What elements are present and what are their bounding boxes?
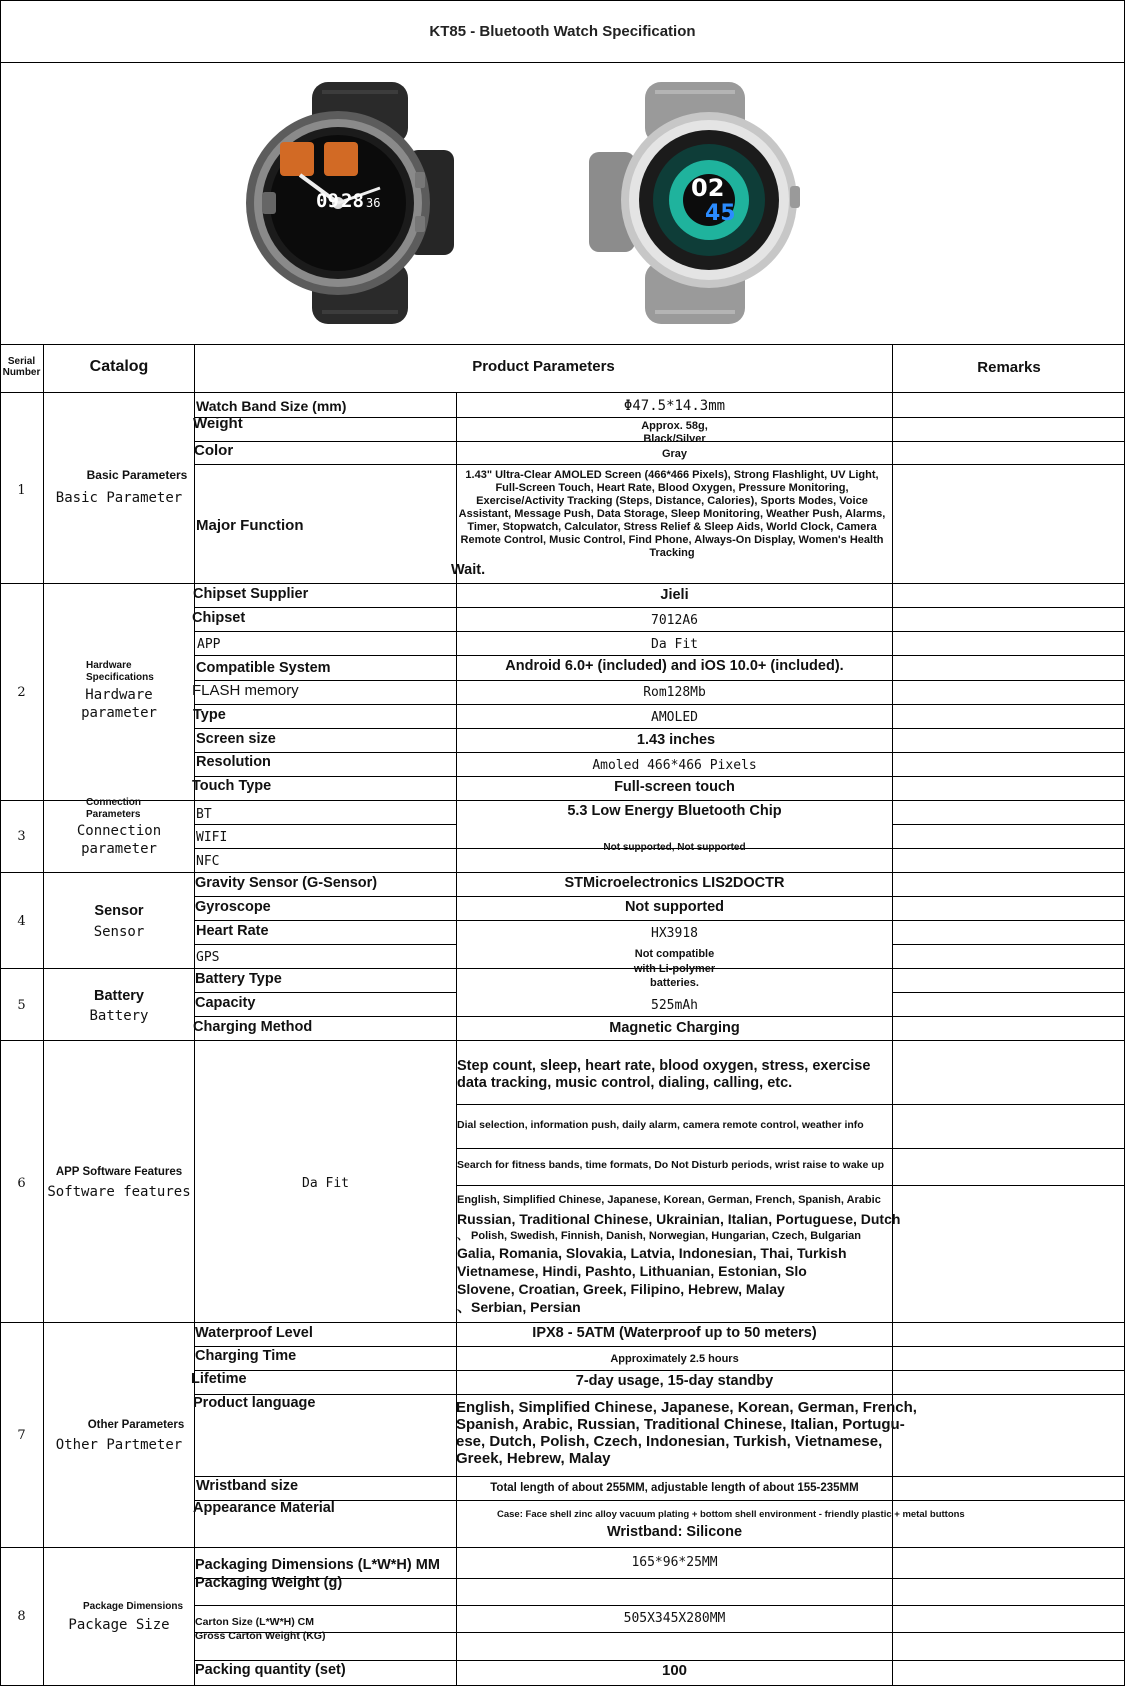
label-charging-time: Charging Time [195, 1348, 297, 1364]
label-lifetime: Lifetime [191, 1371, 247, 1387]
label-flash-memory: FLASH memory [192, 682, 299, 699]
value-lifetime: 7-day usage, 15-day standby [575, 1373, 774, 1389]
category-1-title: Basic Parameters [86, 468, 188, 482]
header-product-parameters: Product Parameters [472, 358, 615, 375]
label-chipset-supplier: Chipset Supplier [193, 586, 309, 602]
value-resolution: Amoled 466*466 Pixels [592, 758, 757, 773]
value-appearance-wristband: Wristband: Silicone [606, 1524, 743, 1540]
label-resolution: Resolution [196, 754, 271, 770]
serial-4: 4 [17, 914, 26, 929]
value-screen-size: 1.43 inches [636, 732, 716, 748]
value-battery-type: with Li-polymer batteries. [633, 963, 716, 989]
watch-gray-hour: 02 [691, 174, 725, 202]
category-7-sub: Other Partmeter [55, 1437, 183, 1453]
value-software-f2: Dial selection, information push, daily alarm, camera remote control, weather info [457, 1119, 864, 1131]
label-software: Da Fit [302, 1176, 349, 1191]
label-color: Color [194, 442, 234, 459]
category-4-title: Sensor [94, 903, 144, 919]
watch-black-image [240, 80, 460, 325]
header-catalog: Catalog [89, 358, 149, 375]
value-color-2: Gray [661, 448, 688, 460]
label-bt: BT [196, 807, 212, 822]
label-waterproof: Waterproof Level [195, 1325, 313, 1341]
value-gps: Not compatible [634, 948, 715, 960]
value-product-language-4: Greek, Hebrew, Malay [456, 1450, 611, 1467]
label-carton-size: Carton Size (L*W*H) CM [195, 1616, 314, 1628]
label-compatible-system: Compatible System [196, 660, 331, 676]
value-appearance-case: Case: Face shell zinc alloy vacuum plating + bottom shell environment - friendly plastic + metal buttons [497, 1509, 965, 1520]
label-wifi: WIFI [196, 830, 228, 845]
label-gps: GPS [196, 950, 220, 965]
value-packing-quantity: 100 [661, 1662, 688, 1679]
label-screen-size: Screen size [196, 731, 276, 747]
label-weight: Weight [193, 415, 243, 432]
serial-2: 2 [17, 685, 26, 700]
value-weight: Approx. 58g, [641, 420, 708, 432]
label-major-function: Major Function [196, 517, 304, 534]
value-flash-memory: Rom128Mb [643, 685, 706, 700]
value-g-sensor: STMicroelectronics LIS2DOCTR [564, 875, 785, 891]
value-packaging-dimensions: 165*96*25MM [631, 1555, 718, 1570]
value-charging-method: Magnetic Charging [609, 1020, 740, 1036]
value-product-language-3: ese, Dutch, Polish, Czech, Indonesian, Turkish, Vietnamese, [456, 1433, 883, 1450]
value-software-lang4: Galia, Romania, Slovakia, Latvia, Indonesian, Thai, Turkish [457, 1245, 847, 1261]
watch-gray-image [585, 80, 805, 325]
category-6-sub: Software features [47, 1184, 191, 1200]
label-band-size: Watch Band Size (mm) [196, 398, 347, 414]
label-packaging-dimensions: Packaging Dimensions (L*W*H) MM [195, 1557, 440, 1573]
label-nfc: NFC [196, 854, 220, 869]
category-7-title: Other Parameters [87, 1419, 185, 1431]
label-heart-rate: Heart Rate [196, 923, 269, 939]
label-packing-quantity: Packing quantity (set) [195, 1662, 346, 1678]
value-major-function: 1.43" Ultra-Clear AMOLED Screen (466*466 Pixels), Strong Flashlight, UV Light, Full-Screen Touch, Heart Rate, Blood Oxygen, Pressure Monitoring, Exercise/Activity Tracking (Steps, Distance, Calories), Sports Modes, Voice Assistant, Message Push, Data Storage, Sleep Monitoring, Weather Push, Alarms, Timer, Stopwatch, Calculator, Stress Relief & Sleep Aids, World Clock, Camera Remote Control, Music Control, Find Phone, Always-On Display, Women's Health Tracking [458, 469, 886, 559]
label-touch-type: Touch Type [192, 778, 272, 794]
header-serial: Serial Number [2, 356, 41, 378]
serial-6: 6 [17, 1176, 26, 1191]
watch-black-hour: 09 [316, 190, 339, 212]
value-bt: 5.3 Low Energy Bluetooth Chip [567, 803, 782, 819]
category-1-sub: Basic Parameter [55, 490, 183, 506]
value-software-lang6: Slovene, Croatian, Greek, Filipino, Hebrew, Malay [457, 1281, 785, 1297]
value-software-lang7: 、Serbian, Persian [457, 1299, 581, 1315]
value-product-language-2: Spanish, Arabic, Russian, Traditional Chinese, Italian, Portugu- [456, 1416, 905, 1433]
serial-7: 7 [17, 1428, 26, 1443]
value-major-function-extra: Wait. [451, 562, 486, 578]
label-type: Type [193, 707, 226, 723]
serial-1: 1 [17, 483, 26, 498]
value-touch-type: Full-screen touch [614, 779, 735, 795]
value-wifi: Not supported, Not supported [603, 842, 746, 853]
value-software-f1: Step count, sleep, heart rate, blood oxygen, stress, exercise data tracking, music control, dialing, calling, etc. [457, 1058, 871, 1091]
label-capacity: Capacity [195, 995, 256, 1011]
category-8-sub: Package Size [68, 1617, 170, 1633]
category-8-title: Package Dimensions [82, 1601, 184, 1612]
value-charging-time: Approximately 2.5 hours [610, 1353, 739, 1365]
value-software-lang3: 、 Polish, Swedish, Finnish, Danish, Norwegian, Hungarian, Czech, Bulgarian [457, 1230, 862, 1242]
category-6-title: APP Software Features [55, 1166, 183, 1178]
label-charging-method: Charging Method [193, 1019, 313, 1035]
value-waterproof: IPX8 - 5ATM (Waterproof up to 50 meters) [532, 1325, 817, 1341]
category-2-title: Hardware Specifications [86, 660, 154, 683]
value-chipset: 7012A6 [651, 613, 698, 628]
watch-gray-minute: 45 [705, 201, 736, 226]
category-2-sub: Hardware parameter [81, 687, 157, 721]
category-5-sub: Battery [89, 1008, 149, 1024]
label-app: APP [197, 637, 221, 652]
category-3-sub: Connection parameter [76, 823, 162, 857]
category-3-title: Connection Parameters [86, 797, 141, 820]
value-product-language-1: English, Simplified Chinese, Japanese, Korean, German, French, [456, 1399, 917, 1416]
serial-5: 5 [17, 998, 26, 1013]
value-software-lang5: Vietnamese, Hindi, Pashto, Lithuanian, Estonian, Slo [457, 1263, 807, 1279]
label-gross-carton-weight: Gross Carton Weight (KG) [195, 1630, 326, 1642]
label-battery-type: Battery Type [195, 971, 282, 987]
label-appearance-material: Appearance Material [193, 1500, 335, 1516]
page-title: KT85 - Bluetooth Watch Specification [429, 23, 696, 40]
value-wristband-size: Total length of about 255MM, adjustable length of about 155-235MM [490, 1482, 859, 1494]
value-color-1: Black/Silver [643, 433, 706, 445]
label-packaging-weight: Packaging Weight (g) [195, 1575, 343, 1591]
value-app: Da Fit [651, 637, 698, 652]
value-gyroscope: Not supported [624, 899, 725, 915]
label-chipset: Chipset [192, 610, 246, 626]
value-type: AMOLED [651, 710, 698, 725]
header-remarks: Remarks [977, 359, 1041, 376]
value-software-lang2: Russian, Traditional Chinese, Ukrainian, Italian, Portuguese, Dutch [457, 1211, 901, 1227]
value-software-lang1: English, Simplified Chinese, Japanese, Korean, German, French, Spanish, Arabic [457, 1194, 881, 1206]
serial-3: 3 [17, 829, 26, 844]
category-4-sub: Sensor [93, 924, 145, 940]
value-compatible-system: Android 6.0+ (included) and iOS 10.0+ (included). [505, 658, 844, 674]
label-g-sensor: Gravity Sensor (G-Sensor) [195, 875, 378, 891]
value-band-size: Φ47.5*14.3mm [623, 398, 726, 414]
watch-black-minute: 28 [341, 190, 364, 212]
value-carton-size: 505X345X280MM [623, 1611, 726, 1626]
label-product-language: Product language [193, 1395, 316, 1411]
label-gyroscope: Gyroscope [195, 899, 271, 915]
value-software-f3: Search for fitness bands, time formats, Do Not Disturb periods, wrist raise to wake up [457, 1159, 885, 1171]
watch-black-second: 36 [366, 196, 381, 210]
category-5-title: Battery [94, 988, 144, 1004]
value-chipset-supplier: Jieli [660, 587, 689, 603]
value-capacity: 525mAh [651, 998, 698, 1013]
label-wristband-size: Wristband size [196, 1478, 299, 1494]
serial-8: 8 [17, 1609, 26, 1624]
value-heart-rate: HX3918 [651, 926, 698, 941]
